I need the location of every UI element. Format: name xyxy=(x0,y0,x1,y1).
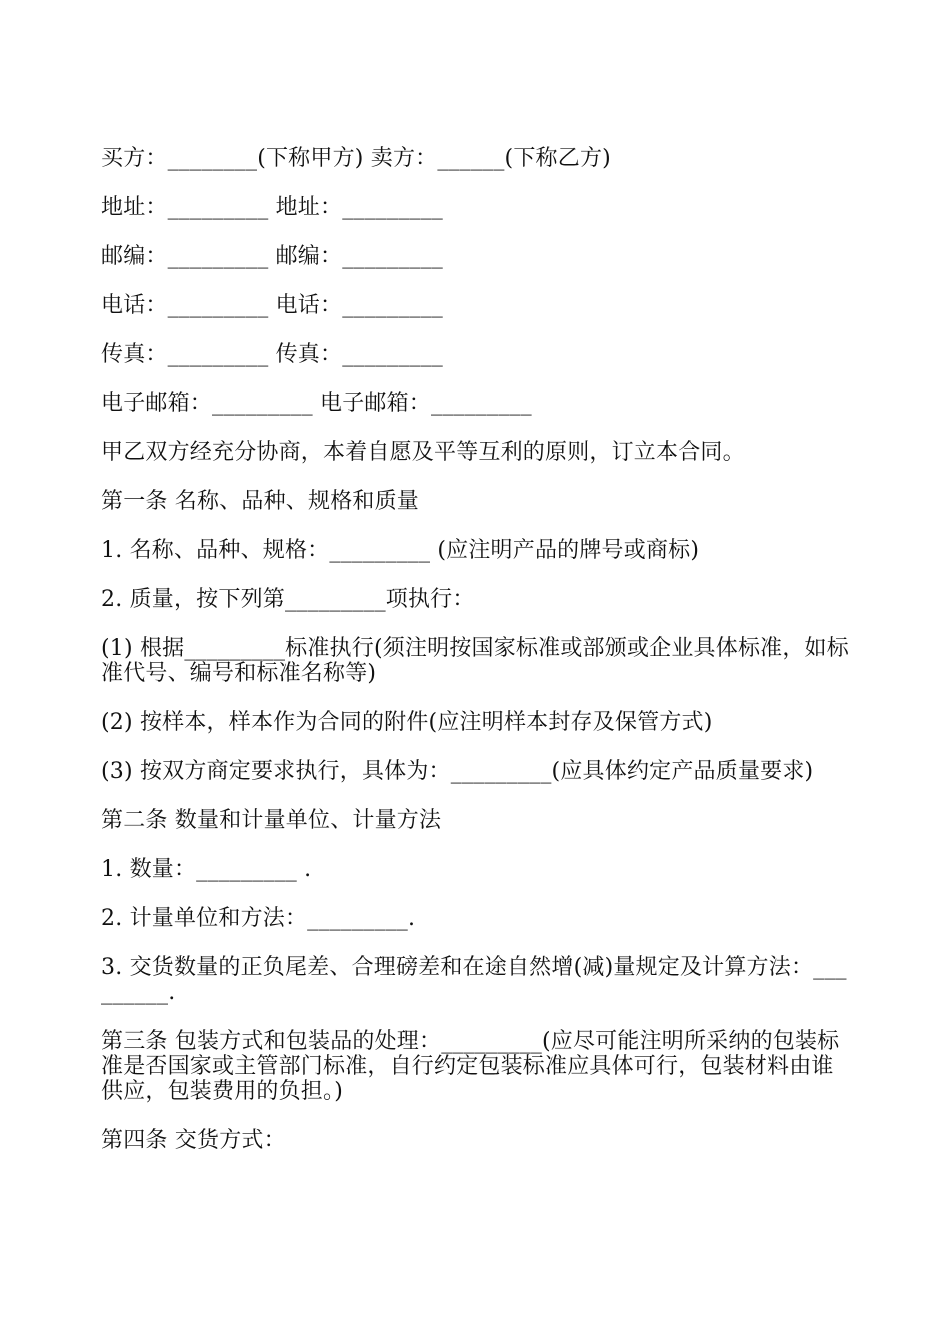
article-2-heading: 第二条 数量和计量单位、计量方法 xyxy=(101,808,442,833)
article-2-item-3: 3. 交货数量的正负尾差、合理磅差和在途自然增(减)量规定及计算方法：_________. xyxy=(101,955,847,1005)
quality-option-2: (2) 按样本，样本作为合同的附件(应注明样本封存及保管方式) xyxy=(101,710,713,735)
quality-option-3: (3) 按双方商定要求执行，具体为：_________(应具体约定产品质量要求) xyxy=(101,759,814,784)
postcode-line: 邮编：_________ 邮编：_________ xyxy=(101,244,443,269)
address-line: 地址：_________ 地址：_________ xyxy=(101,195,443,220)
preamble-paragraph: 甲乙双方经充分协商，本着自愿及平等互利的原则，订立本合同。 xyxy=(101,440,745,465)
article-1-item-2: 2. 质量，按下列第_________项执行： xyxy=(101,587,475,612)
article-2-item-1: 1. 数量：_________ . xyxy=(101,857,312,882)
article-1-heading: 第一条 名称、品种、规格和质量 xyxy=(101,489,419,514)
article-1-item-1: 1. 名称、品种、规格：_________ (应注明产品的牌号或商标) xyxy=(101,538,700,563)
contract-body xyxy=(101,146,853,1153)
phone-line: 电话：_________ 电话：_________ xyxy=(101,293,443,318)
article-3-paragraph: 第三条 包装方式和包装品的处理：_________(应尽可能注明所采纳的包装标准是否国家或主管部门标准，自行约定包装标准应具体可行，包装材料由谁供应，包装费用的负担。) xyxy=(101,1029,840,1104)
fax-line: 传真：_________ 传真：_________ xyxy=(101,342,443,367)
article-4-heading: 第四条 交货方式： xyxy=(101,1128,286,1153)
article-2-item-2: 2. 计量单位和方法：_________. xyxy=(101,906,416,931)
buyer-seller-line: 买方：________(下称甲方) 卖方：______(下称乙方) xyxy=(101,146,611,171)
quality-option-1: (1) 根据_________标准执行(须注明按国家标准或部颁或企业具体标准，如标准代号、编号和标准名称等) xyxy=(101,636,849,686)
email-line: 电子邮箱：_________ 电子邮箱：_________ xyxy=(101,391,532,416)
